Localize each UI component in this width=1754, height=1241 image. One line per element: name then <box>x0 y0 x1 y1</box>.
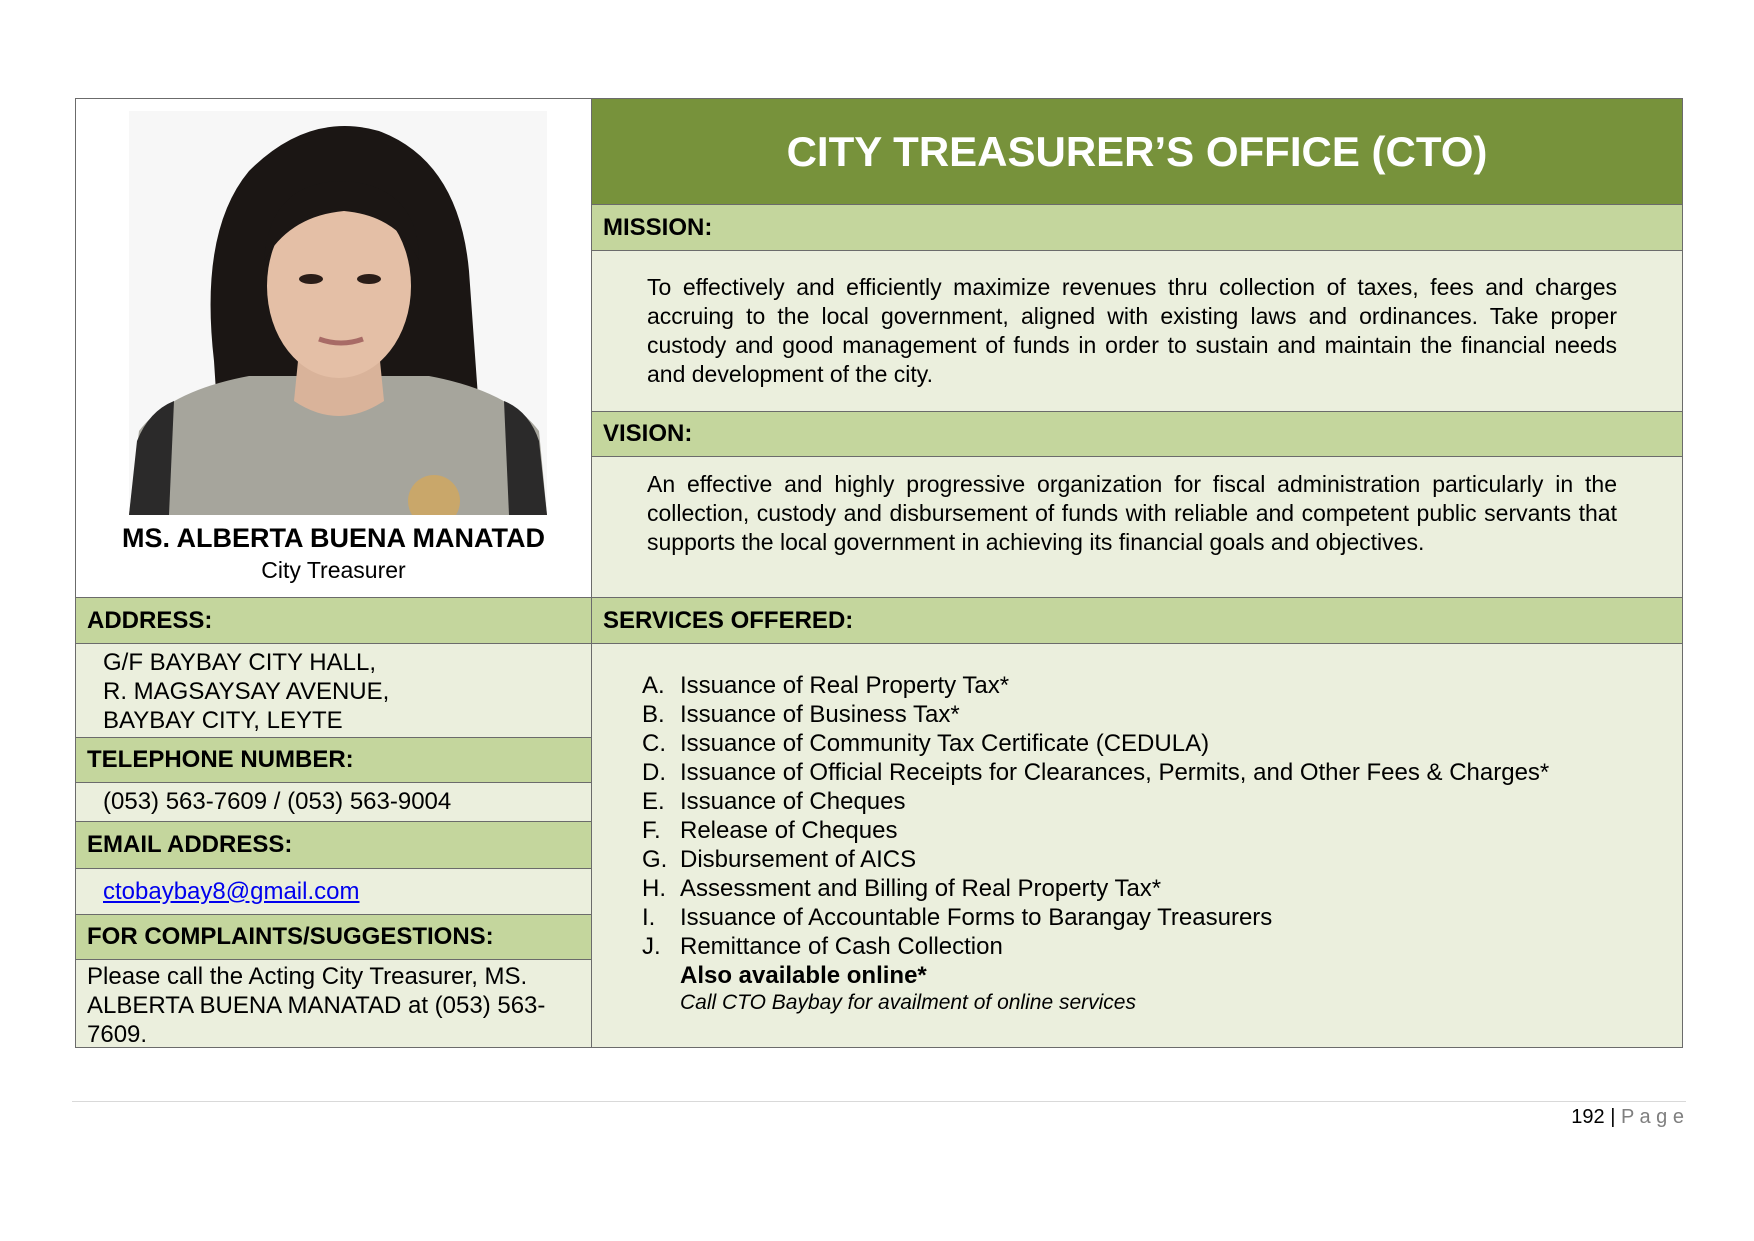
address-section <box>75 643 592 738</box>
service-letter: D. <box>642 759 666 786</box>
service-item <box>642 874 1672 903</box>
mission-heading: MISSION: <box>591 204 1683 251</box>
services-section <box>591 643 1683 1048</box>
service-item <box>642 700 1672 729</box>
vision-heading: VISION: <box>591 411 1683 457</box>
services-list <box>642 671 1672 1016</box>
complaints-heading: FOR COMPLAINTS/SUGGESTIONS: <box>75 914 592 960</box>
service-text: Release of Cheques <box>680 817 898 844</box>
address-line-1: G/F BAYBAY CITY HALL, <box>103 649 376 676</box>
service-text: Issuance of Community Tax Certificate (CEDULA) <box>680 730 1210 757</box>
service-item <box>642 845 1672 874</box>
service-letter: J. <box>642 933 661 960</box>
vision-text: An effective and highly progressive organization for fiscal administration particularly in the collection, custody and disbursement of funds with reliable and competent public servants that supports the local government in achieving its financial goals and objectives. <box>647 471 1617 555</box>
service-item <box>642 932 1672 961</box>
service-item <box>642 816 1672 845</box>
service-text: Disbursement of AICS <box>680 846 917 873</box>
email-link[interactable]: ctobaybay8@gmail.com <box>103 877 360 905</box>
page-footer <box>1571 1106 1684 1129</box>
service-letter: C. <box>642 730 666 757</box>
official-photo <box>129 111 547 515</box>
email-section <box>75 868 592 915</box>
footer-divider <box>72 1101 1686 1102</box>
email-heading: EMAIL ADDRESS: <box>75 821 592 869</box>
mission-section <box>591 250 1683 412</box>
office-title: CITY TREASURER’S OFFICE (CTO) <box>591 98 1683 205</box>
page-separator: | <box>1610 1106 1616 1128</box>
service-item <box>642 671 1672 700</box>
service-letter: B. <box>642 701 665 728</box>
online-note: Also available online* <box>680 962 927 989</box>
service-text: Remittance of Cash Collection <box>680 933 1003 960</box>
service-letter: A. <box>642 672 665 699</box>
service-letter: I. <box>642 904 656 931</box>
service-item <box>642 787 1672 816</box>
telephone-value: (053) 563-7609 / (053) 563-9004 <box>103 788 452 815</box>
service-letter: H. <box>642 875 666 902</box>
service-text: Issuance of Cheques <box>680 788 906 815</box>
service-text: Issuance of Accountable Forms to Barangay Treasurers <box>680 904 1273 931</box>
service-item <box>642 729 1672 758</box>
address-heading: ADDRESS: <box>75 597 592 644</box>
vision-section <box>591 456 1683 598</box>
telephone-heading: TELEPHONE NUMBER: <box>75 737 592 783</box>
services-heading: SERVICES OFFERED: <box>591 597 1683 644</box>
service-text: Issuance of Business Tax* <box>680 701 960 728</box>
complaints-text: Please call the Acting City Treasurer, MS. ALBERTA BUENA MANATAD at (053) 563-7609. <box>87 963 546 1048</box>
service-item <box>642 758 1672 787</box>
online-sub: Call CTO Baybay for availment of online services <box>680 991 1136 1014</box>
service-text: Issuance of Real Property Tax* <box>680 672 1010 699</box>
service-letter: E. <box>642 788 665 815</box>
page-number: 192 <box>1571 1106 1605 1128</box>
complaints-section <box>75 959 592 1048</box>
service-text: Issuance of Official Receipts for Clearances, Permits, and Other Fees & Charges* <box>680 759 1550 786</box>
telephone-section <box>75 782 592 822</box>
page-label: P a g e <box>1620 1106 1684 1128</box>
official-name: MS. ALBERTA BUENA MANATAD <box>122 523 545 553</box>
official-profile-card <box>75 98 592 598</box>
service-letter: F. <box>642 817 661 844</box>
official-position: City Treasurer <box>261 557 406 583</box>
service-item <box>642 903 1672 932</box>
address-line-2: R. MAGSAYSAY AVENUE, <box>103 678 390 705</box>
mission-text: To effectively and efficiently maximize revenues thru collection of taxes, fees and charges accruing to the local government, aligned with existing laws and ordinances. Take proper custody and good management of funds in order to sustain and maintain the financial needs and development of the city. <box>647 274 1617 387</box>
service-letter: G. <box>642 846 668 873</box>
service-text: Assessment and Billing of Real Property Tax* <box>680 875 1162 902</box>
address-line-3: BAYBAY CITY, LEYTE <box>103 707 343 734</box>
